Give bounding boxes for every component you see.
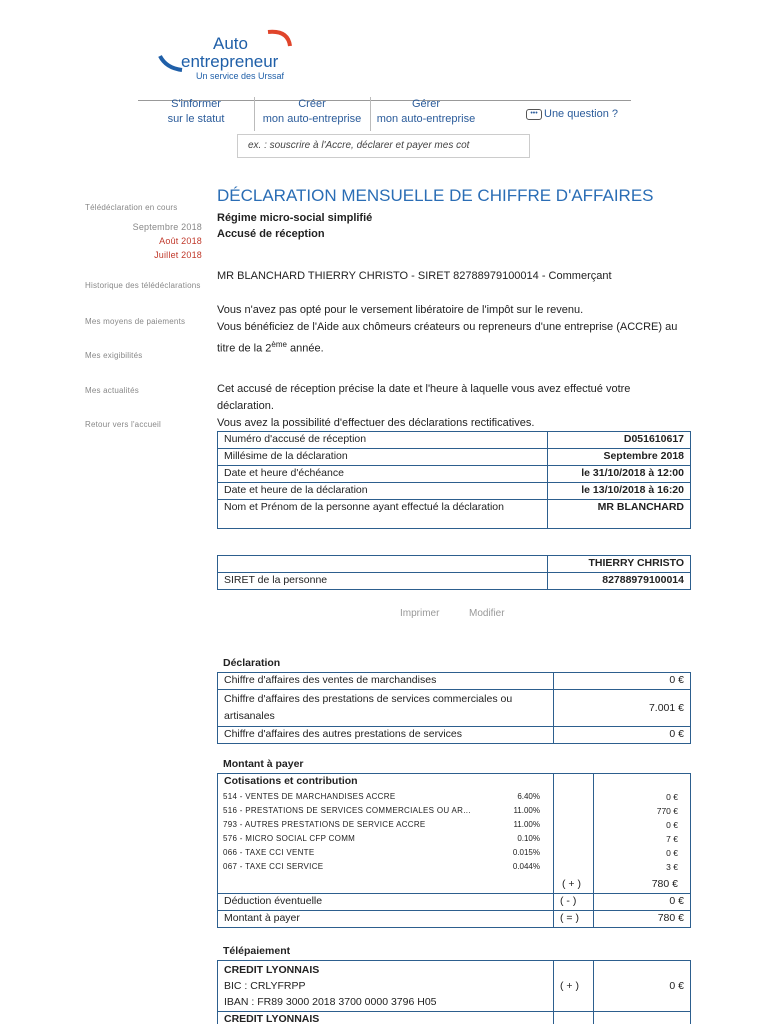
bank-cell: [218, 961, 554, 1012]
nav-gerer-line1: Gérer: [411, 98, 441, 110]
table-row: [218, 1012, 691, 1024]
cotisation-line: 576 - MICRO SOCIAL CFP COMM: [223, 834, 356, 843]
receipt-value: D051610617: [548, 432, 691, 449]
cotisation-line: 516 - PRESTATIONS DE SERVICES COMMERCIALES OU AR...: [223, 806, 471, 815]
cotisation-line: 514 - VENTES DE MARCHANDISES ACCRE: [223, 792, 396, 801]
info-line-3a: titre de la 2: [217, 342, 272, 355]
subtotal-sign-cell: [554, 774, 594, 894]
declaration-table: [217, 672, 691, 744]
info-sup: ème: [271, 340, 287, 349]
cotisation-amount: 3 €: [666, 862, 678, 872]
cotisations-heading: Cotisations et contribution: [224, 775, 358, 787]
subtotal-sign: ( + ): [562, 878, 581, 890]
person-firstname: THIERRY CHRISTO: [548, 556, 691, 573]
nav-creer-line1: Créer: [298, 98, 326, 110]
info-line-2: Vous bénéficiez de l'Aide aux chômeurs créateurs ou repreneurs d'une entreprise (ACCRE) au: [217, 321, 678, 333]
telepaiement-amount: 0 €: [594, 961, 691, 1012]
declaration-label: Chiffre d'affaires des ventes de marchandises: [218, 673, 554, 690]
declaration-label-line1: Chiffre d'affaires des prestations de services commerciales ou: [224, 693, 513, 705]
sidebar-actualites[interactable]: Mes actualités: [85, 386, 139, 395]
cotisation-pct: 11.00%: [513, 806, 540, 815]
receipt-value: MR BLANCHARD: [548, 500, 691, 529]
logo-text-auto: Auto: [213, 34, 248, 53]
sidebar-date-july[interactable]: Juillet 2018: [154, 250, 202, 260]
receipt-value: le 13/10/2018 à 16:20: [548, 483, 691, 500]
cotisation-amount: 0 €: [666, 820, 678, 830]
table-row: [218, 432, 691, 449]
empty-cell: [594, 1012, 691, 1024]
total-value: 780 €: [594, 911, 691, 928]
bank-name: CREDIT LYONNAIS: [224, 964, 320, 976]
bank-iban: IBAN : FR89 3000 2018 3700 0000 3796 H05: [224, 996, 437, 1008]
logo[interactable]: [156, 26, 296, 86]
sidebar-date-september[interactable]: Septembre 2018: [132, 222, 202, 232]
question-label: Une question ?: [544, 108, 618, 120]
table-row: [218, 449, 691, 466]
info-paragraph: [217, 302, 687, 358]
nav-informer[interactable]: [138, 97, 254, 127]
cotisation-pct: 0.044%: [512, 862, 540, 871]
telepaiement-sign: ( + ): [554, 961, 594, 1012]
table-row: [218, 483, 691, 500]
logo-text-urssaf: Un service des Urssaf: [196, 71, 285, 81]
declaration-value: 0 €: [554, 673, 691, 690]
regime-label: Régime micro-social simplifié: [217, 212, 373, 224]
bank-bic: BIC : CRLYFRPP: [224, 980, 306, 992]
info-line-3b: année.: [286, 342, 324, 355]
chat-bubble-icon: •••: [526, 109, 542, 120]
search-input[interactable]: ex. : souscrire à l'Accre, déclarer et payer mes cot: [237, 134, 530, 158]
telepaiement-heading: Télépaiement: [223, 945, 291, 957]
receipt-label: Numéro d'accusé de réception: [218, 432, 548, 449]
receipt-value: le 31/10/2018 à 12:00: [548, 466, 691, 483]
cotisation-amount: 0 €: [666, 848, 678, 858]
sidebar-historique[interactable]: Historique des télédéclarations: [85, 281, 201, 290]
sidebar-exigibilites[interactable]: Mes exigibilités: [85, 351, 143, 360]
declaration-label: Chiffre d'affaires des autres prestations de services: [218, 727, 554, 744]
subtotal-value: 780 €: [651, 878, 678, 890]
telepaiement-table: [217, 960, 691, 1024]
deduction-value: 0 €: [594, 894, 691, 911]
deduction-sign: ( - ): [554, 894, 594, 911]
declaration-value: 0 €: [554, 727, 691, 744]
identity-line: MR BLANCHARD THIERRY CHRISTO - SIRET 82788979100014 - Commerçant: [217, 270, 612, 282]
modify-button[interactable]: Modifier: [469, 608, 505, 619]
receipt-label: Nom et Prénom de la personne ayant effectué la déclaration: [218, 500, 548, 529]
table-row: [218, 466, 691, 483]
cotisation-pct: 0.015%: [512, 848, 540, 857]
table-row: [218, 673, 691, 690]
table-row: [218, 894, 691, 911]
receipt-line-2: Vous avez la possibilité d'effectuer des déclarations rectificatives.: [217, 417, 535, 429]
table-row: [218, 961, 691, 1012]
receipt-line-1: Cet accusé de réception précise la date et l'heure à laquelle vous avez effectué votre déclaration.: [217, 383, 631, 412]
receipt-value: Septembre 2018: [548, 449, 691, 466]
page-title: DÉCLARATION MENSUELLE DE CHIFFRE D'AFFAIRES: [217, 186, 654, 205]
nav-informer-line1: S'informer: [171, 98, 221, 110]
bank-name-2: CREDIT LYONNAIS: [218, 1012, 554, 1024]
person-empty-cell: [218, 556, 548, 573]
person-table: [217, 555, 691, 590]
print-button[interactable]: Imprimer: [400, 608, 440, 619]
cotisation-line: 067 - TAXE CCI SERVICE: [223, 862, 324, 871]
info-line-1: Vous n'avez pas opté pour le versement libératoire de l'impôt sur le revenu.: [217, 304, 584, 316]
sidebar-retour[interactable]: Retour vers l'accueil: [85, 420, 161, 429]
total-label: Montant à payer: [218, 911, 554, 928]
receipt-paragraph: [217, 381, 687, 432]
cotisation-line: 066 - TAXE CCI VENTE: [223, 848, 315, 857]
receipt-label: Millésime de la déclaration: [218, 449, 548, 466]
table-row: [218, 556, 691, 573]
table-row: [218, 727, 691, 744]
declaration-label-line2: artisanales: [224, 710, 275, 722]
receipt-label: Date et heure d'échéance: [218, 466, 548, 483]
declaration-heading: Déclaration: [223, 657, 281, 669]
cotisation-line: 793 - AUTRES PRESTATIONS DE SERVICE ACCRE: [223, 820, 426, 829]
nav-creer[interactable]: [255, 97, 369, 127]
sidebar-moyens[interactable]: Mes moyens de paiements: [85, 317, 186, 326]
nav-creer-line2: mon auto-entreprise: [262, 113, 362, 125]
question-link[interactable]: [526, 108, 618, 120]
sidebar-date-august[interactable]: Août 2018: [159, 236, 202, 246]
nav-gerer-line2: mon auto-entreprise: [376, 113, 476, 125]
sidebar-teledeclaration[interactable]: Télédéclaration en cours: [85, 203, 178, 212]
receipt-table: [217, 431, 691, 529]
info-line-3: [217, 336, 687, 358]
table-row: [218, 573, 691, 590]
logo-text-entrepreneur: entrepreneur: [181, 52, 279, 71]
cotisation-pct: 6.40%: [517, 792, 540, 801]
table-row: [218, 911, 691, 928]
receipt-label: Date et heure de la déclaration: [218, 483, 548, 500]
total-sign: ( = ): [554, 911, 594, 928]
nav-gerer[interactable]: [371, 97, 481, 127]
accuse-label: Accusé de réception: [217, 228, 325, 240]
cotisation-amount: 0 €: [666, 792, 678, 802]
declaration-label: [218, 690, 554, 727]
table-row: [218, 690, 691, 727]
siret-label: SIRET de la personne: [218, 573, 548, 590]
empty-cell: [554, 1012, 594, 1024]
nav-informer-line2: sur le statut: [167, 113, 225, 125]
cotisation-pct: 0.10%: [517, 834, 540, 843]
cotisation-amount: 770 €: [656, 806, 678, 816]
siret-value: 82788979100014: [548, 573, 691, 590]
declaration-value: 7.001 €: [554, 690, 691, 727]
montant-heading: Montant à payer: [223, 758, 304, 770]
table-row: [218, 500, 691, 529]
cotisation-amount: 7 €: [666, 834, 678, 844]
deduction-label: Déduction éventuelle: [218, 894, 554, 911]
cotisation-pct: 11.00%: [513, 820, 540, 829]
